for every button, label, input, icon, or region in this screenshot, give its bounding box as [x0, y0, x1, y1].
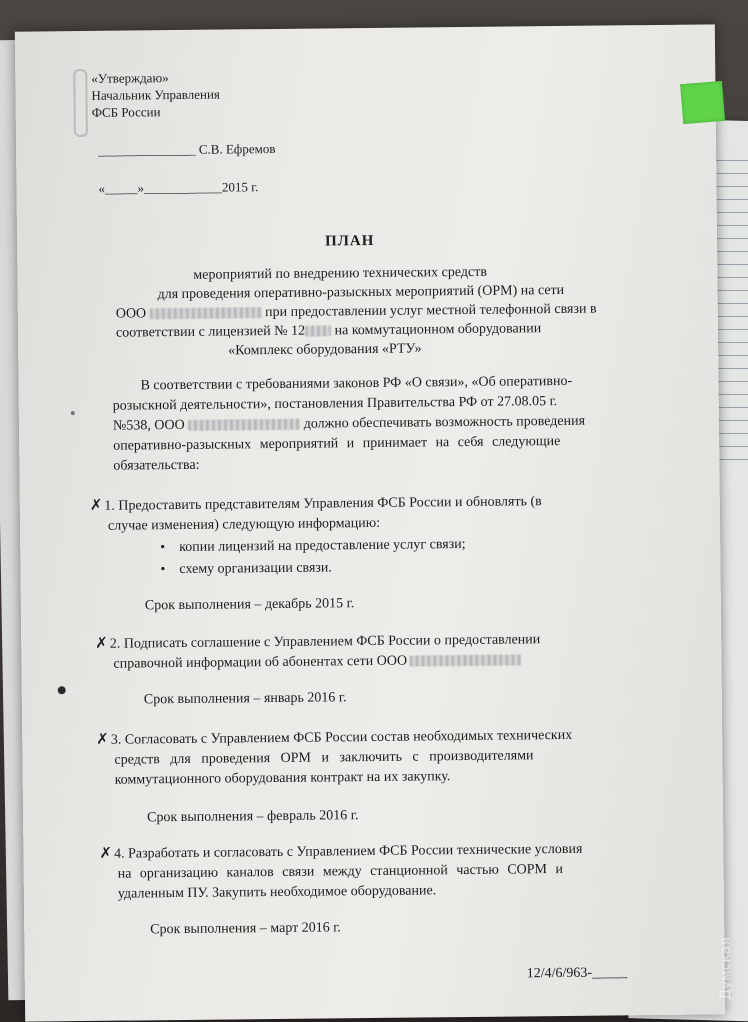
item-4-deadline: Срок выполнения – март 2016 г. [150, 920, 341, 938]
item-4-line-3: удаленным ПУ. Закупить необходимое оборудование. [117, 883, 437, 902]
item-4-line-1: ✗ 4. Разработать и согласовать с Управлением ФСБ России технические условия [99, 841, 583, 862]
redacted-license-number [305, 326, 331, 337]
item-2-line-1: ✗ 2. Подписать соглашение с Управлением ФСБ России о предоставлении [95, 632, 541, 652]
sticky-tab [680, 81, 725, 124]
handwritten-check-icon: ✗ [96, 731, 109, 748]
approval-date: «_____»____________2015 г. [98, 179, 259, 196]
paper-clip [73, 69, 88, 137]
item-1-deadline: Срок выполнения – декабрь 2015 г. [144, 596, 355, 614]
document-page [15, 24, 725, 1021]
subtitle-line-2: для проведения оперативно-разыскных мероприятий (ОРМ) на сети [157, 282, 565, 303]
item-1-bullet-2: • схему организации связи. [160, 560, 332, 578]
item-1-line-1: ✗ 1. Предоставить представителям Управления ФСБ России и обновлять (в [89, 494, 542, 514]
approval-line-1: «Утверждаю» [91, 70, 169, 86]
item-2-deadline: Срок выполнения – январь 2016 г. [143, 690, 347, 708]
subtitle-line-3: ООО при предоставлении услуг местной телефонной связи в [115, 301, 597, 322]
item-1-bullet-1: • копии лицензий на предоставление услуг связи; [160, 537, 466, 556]
subtitle-line-5: «Комплекс оборудования «РТУ» [228, 341, 422, 359]
punch-hole [58, 686, 66, 694]
redacted-company-name [188, 419, 300, 431]
redacted-company-name [150, 307, 262, 319]
subtitle-line-1: мероприятий по внедрению технических средств [193, 264, 488, 283]
intro-line-4: оперативно-разыскных мероприятий и принимает на себя следующие [113, 434, 561, 454]
redacted-company-name [409, 655, 521, 667]
handwritten-check-icon: ✗ [99, 845, 113, 862]
item-3-line-1: ✗ 3. Согласовать с Управлением ФСБ России состав необходимых технических [96, 727, 573, 748]
intro-line-3: №538, ООО должно обеспечивать возможность проведения [112, 413, 586, 434]
punch-hole [71, 411, 75, 415]
approval-signature: _______________ С.В. Ефремов [98, 140, 276, 158]
document-number: 12/4/6/963-_____ [526, 965, 628, 982]
handwritten-check-icon: ✗ [95, 635, 108, 652]
handwritten-check-icon: ✗ [89, 497, 103, 514]
item-1-line-2: случае изменения) следующую информацию: [107, 515, 381, 534]
item-2-line-2: справочной информации об абонентах сети ООО [113, 650, 521, 673]
intro-line-2: розыскной деятельности», постановления Правительства РФ от 27.08.05 г. [112, 394, 558, 414]
approval-line-2: Начальник Управления [91, 86, 220, 103]
watermark: Думская [718, 937, 734, 1000]
approval-line-3: ФСБ России [91, 104, 161, 120]
item-4-line-2: на организацию каналов связи между станционной частью СОРМ и [117, 861, 564, 882]
item-3-line-3: коммутационного оборудования контракт на их закупку. [114, 769, 451, 788]
subtitle-line-4: соответствии с лицензией № 12 на коммутационном оборудовании [115, 321, 542, 341]
intro-line-5: обязательства: [113, 457, 200, 474]
document-title: ПЛАН [324, 232, 375, 250]
intro-line-1: В соответствии с требованиями законов РФ «О связи», «Об оперативно- [140, 373, 573, 394]
item-3-deadline: Срок выполнения – февраль 2016 г. [146, 808, 359, 826]
item-3-line-2: средств для проведения ОРМ и заключить с производителями [114, 748, 534, 768]
